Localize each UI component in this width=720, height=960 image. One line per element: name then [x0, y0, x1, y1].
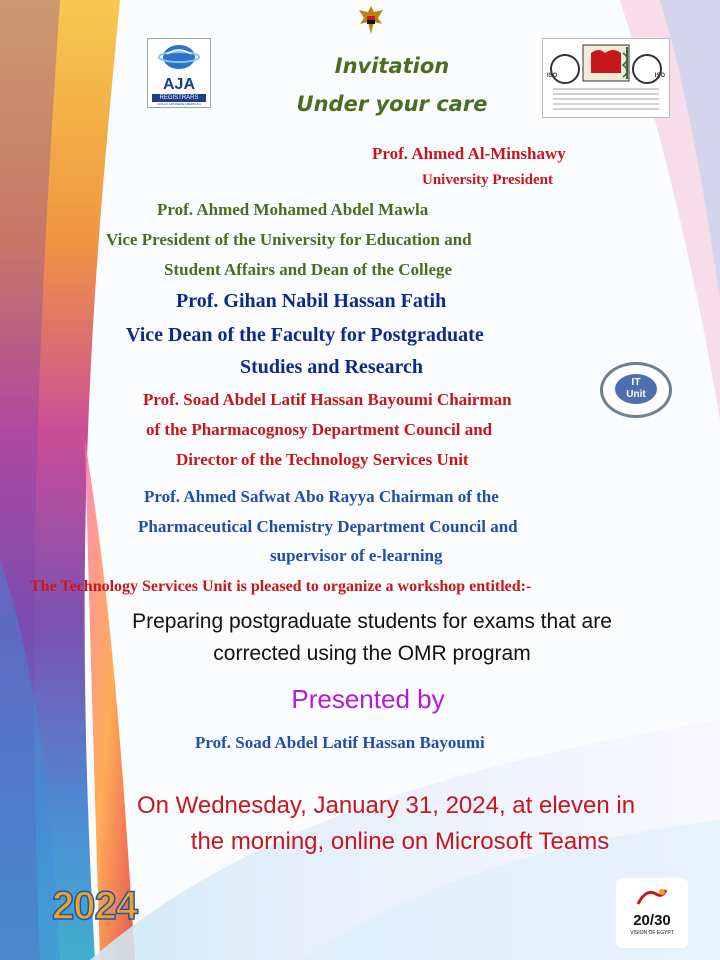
- invitation-heading: Invitation: [334, 54, 450, 78]
- aja-logo-caption: ANGLO JAPANESE AMERICAN: [157, 102, 201, 106]
- chemistry-chairman-line1: Prof. Ahmed Safwat Abo Rayya Chairman of the: [144, 487, 499, 506]
- egypt-eagle-emblem: [356, 4, 386, 36]
- vision-2030-caption: VISION OF EGYPT: [630, 930, 674, 936]
- presenter-name: Prof. Soad Abdel Latif Hassan Bayoumi: [195, 733, 485, 752]
- event-date-line2: the morning, online on Microsoft Teams: [190, 828, 610, 855]
- vice-president-title-line1: Vice President of the University for Education and: [106, 230, 472, 249]
- workshop-title-line1: Preparing postgraduate students for exams that are: [132, 610, 612, 633]
- aja-logo-registrars: REGISTRARS: [152, 94, 206, 102]
- pharmacognosy-chairman-line2: of the Pharmacognosy Department Council and: [146, 420, 493, 439]
- event-date-line1: On Wednesday, January 31, 2024, at eleven in: [136, 792, 636, 819]
- vice-dean-name: Prof. Gihan Nabil Hassan Fatih: [176, 290, 447, 312]
- it-unit-logo: [600, 362, 672, 418]
- vice-president-name: Prof. Ahmed Mohamed Abdel Mawla: [157, 200, 429, 219]
- president-name: Prof. Ahmed Al-Minshawy: [372, 144, 566, 163]
- workshop-intro: The Technology Services Unit is pleased to organize a workshop entitled:-: [30, 578, 532, 595]
- chemistry-chairman-line3: supervisor of e-learning: [270, 546, 443, 565]
- vice-dean-title-line2: Studies and Research: [240, 356, 423, 378]
- under-your-care-heading: Under your care: [296, 92, 488, 116]
- workshop-title-line2: corrected using the OMR program: [213, 642, 531, 665]
- vision-swirl-icon: [632, 886, 672, 908]
- vice-dean-title-line1: Vice Dean of the Faculty for Postgraduate: [126, 324, 484, 346]
- vision-2030-number: 20/30: [633, 912, 671, 929]
- iso-label-left: ISO: [547, 73, 558, 79]
- year-2024-logo: [52, 880, 148, 932]
- pharmacognosy-chairman-line1: Prof. Soad Abdel Latif Hassan Bayoumi Chairman: [143, 390, 512, 409]
- vice-president-title-line2: Student Affairs and Dean of the College: [164, 260, 453, 279]
- iso-label-right: ISO: [654, 73, 665, 79]
- aja-logo-text: AJA: [162, 76, 195, 93]
- it-unit-logo-unit: Unit: [626, 389, 646, 400]
- presented-by-heading: Presented by: [291, 684, 445, 714]
- president-title: University President: [422, 172, 553, 188]
- year-2024-text: 2024: [52, 884, 137, 928]
- chemistry-chairman-line2: Pharmaceutical Chemistry Department Council and: [138, 517, 518, 536]
- pharmacognosy-chairman-line3: Director of the Technology Services Unit: [176, 450, 469, 469]
- vision-2030-logo: [616, 878, 688, 948]
- it-unit-logo-it: IT: [631, 377, 641, 388]
